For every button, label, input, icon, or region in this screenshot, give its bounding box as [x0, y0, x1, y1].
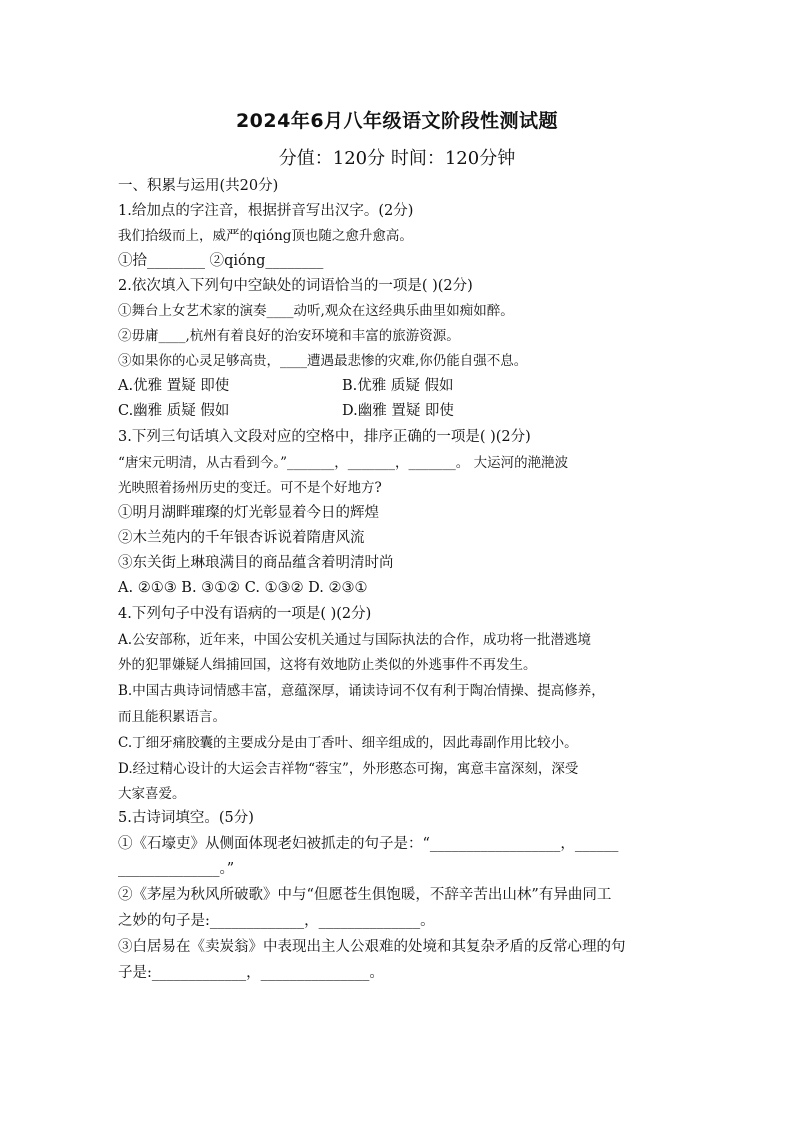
score-time-line: 分值：120分 时间：120分钟	[278, 148, 516, 169]
q2-options-row-2	[118, 401, 678, 421]
q2-option-d: D.幽雅 置疑 即使	[342, 403, 454, 419]
q2-option-a: A.优雅 置疑 即使	[118, 378, 230, 394]
q5-item-1-line-2: ______________。”	[118, 861, 235, 877]
q3-sentence-1: ①明月湖畔璀璨的灯光彰显着今日的辉煌	[118, 505, 379, 521]
q2-option-c: C.幽雅 质疑 假如	[118, 403, 230, 419]
q3-sentence-2: ②木兰苑内的千年银杏诉说着隋唐风流	[118, 530, 365, 546]
q3-sentence-3: ③东关街上琳琅满目的商品蕴含着明清时尚	[118, 555, 394, 571]
q2-options-row-1	[118, 376, 678, 396]
q4-option-d-line-1: D.经过精心设计的大运会吉祥物“蓉宝”，外形憨态可掬，寓意丰富深刻，深受	[118, 761, 579, 777]
section-heading: 一、积累与运用(共20分)	[118, 178, 279, 194]
q1-blanks: ①拾________ ②qióng________	[118, 253, 324, 269]
q4-option-b-line-2: 而且能积累语言。	[118, 709, 226, 725]
q5-item-1-line-1: ①《石壕吏》从侧面体现老妇被抓走的句子是：“__________________，______	[118, 836, 619, 852]
q4-option-a-line-2: 外的犯罪嫌疑人缉捕回国，这将有效地防止类似的外逃事件不再发生。	[118, 657, 537, 673]
q2-stem: 2.依次填入下列句中空缺处的词语恰当的一项是( )(2分)	[118, 278, 473, 294]
q4-stem: 4.下列句子中没有语病的一项是( )(2分)	[118, 606, 372, 622]
q3-options: A. ②①③ B. ③①② C. ①③② D. ②③①	[118, 580, 368, 596]
q1-sentence: 我们拾级而上，威严的qióng顶也随之愈升愈高。	[118, 228, 413, 244]
q2-sentence-2: ②毋庸____,杭州有着良好的治安环境和丰富的旅游资源。	[118, 328, 460, 344]
q5-item-3-line-1: ③白居易在《卖炭翁》中表现出主人公艰难的处境和其复杂矛盾的反常心理的句	[118, 939, 626, 955]
q2-option-b: B.优雅 质疑 假如	[342, 378, 454, 394]
q1-stem: 1.给加点的字注音，根据拼音写出汉字。(2分)	[118, 203, 414, 219]
q4-option-a-line-1: A.公安部称，近年来，中国公安机关通过与国际执法的合作，成功将一批潜逃境	[118, 632, 592, 648]
q5-stem: 5.古诗词填空。(5分)	[118, 810, 254, 826]
q5-item-2-line-2: 之妙的句子是:_____________，______________。	[118, 913, 435, 929]
q3-passage-line-1: “唐宋元明清，从古看到今。”_______，_______，_______。 大运河的滟滟波	[118, 455, 569, 471]
q4-option-d-line-2: 大家喜爱。	[118, 786, 186, 802]
q5-item-2-line-1: ②《茅屋为秋风所破歌》中与“但愿苍生俱饱暖，不辞辛苦出山林”有异曲同工	[118, 887, 612, 903]
q4-option-b-line-1: B.中国古典诗词情感丰富，意蕴深厚，诵读诗词不仅有利于陶冶情操、提高修养，	[118, 683, 605, 699]
q2-sentence-3: ③如果你的心灵足够高贵，____遭遇最悲惨的灾难,你仍能自强不息。	[118, 353, 528, 369]
q3-stem: 3.下列三句话填入文段对应的空格中，排序正确的一项是( )(2分)	[118, 429, 531, 445]
q5-item-3-line-2: 子是:_____________，_______________。	[118, 965, 384, 981]
q2-sentence-1: ①舞台上女艺术家的演奏____动听,观众在这经典乐曲里如痴如醉。	[118, 303, 514, 319]
q4-option-c: C.丁细牙痛胶囊的主要成分是由丁香叶、细辛组成的，因此毒副作用比较小。	[118, 735, 578, 751]
q3-passage-line-2: 光映照着扬州历史的变迁。可不是个好地方?	[118, 480, 382, 496]
page-title: 2024年6月八年级语文阶段性测试题	[235, 110, 559, 132]
